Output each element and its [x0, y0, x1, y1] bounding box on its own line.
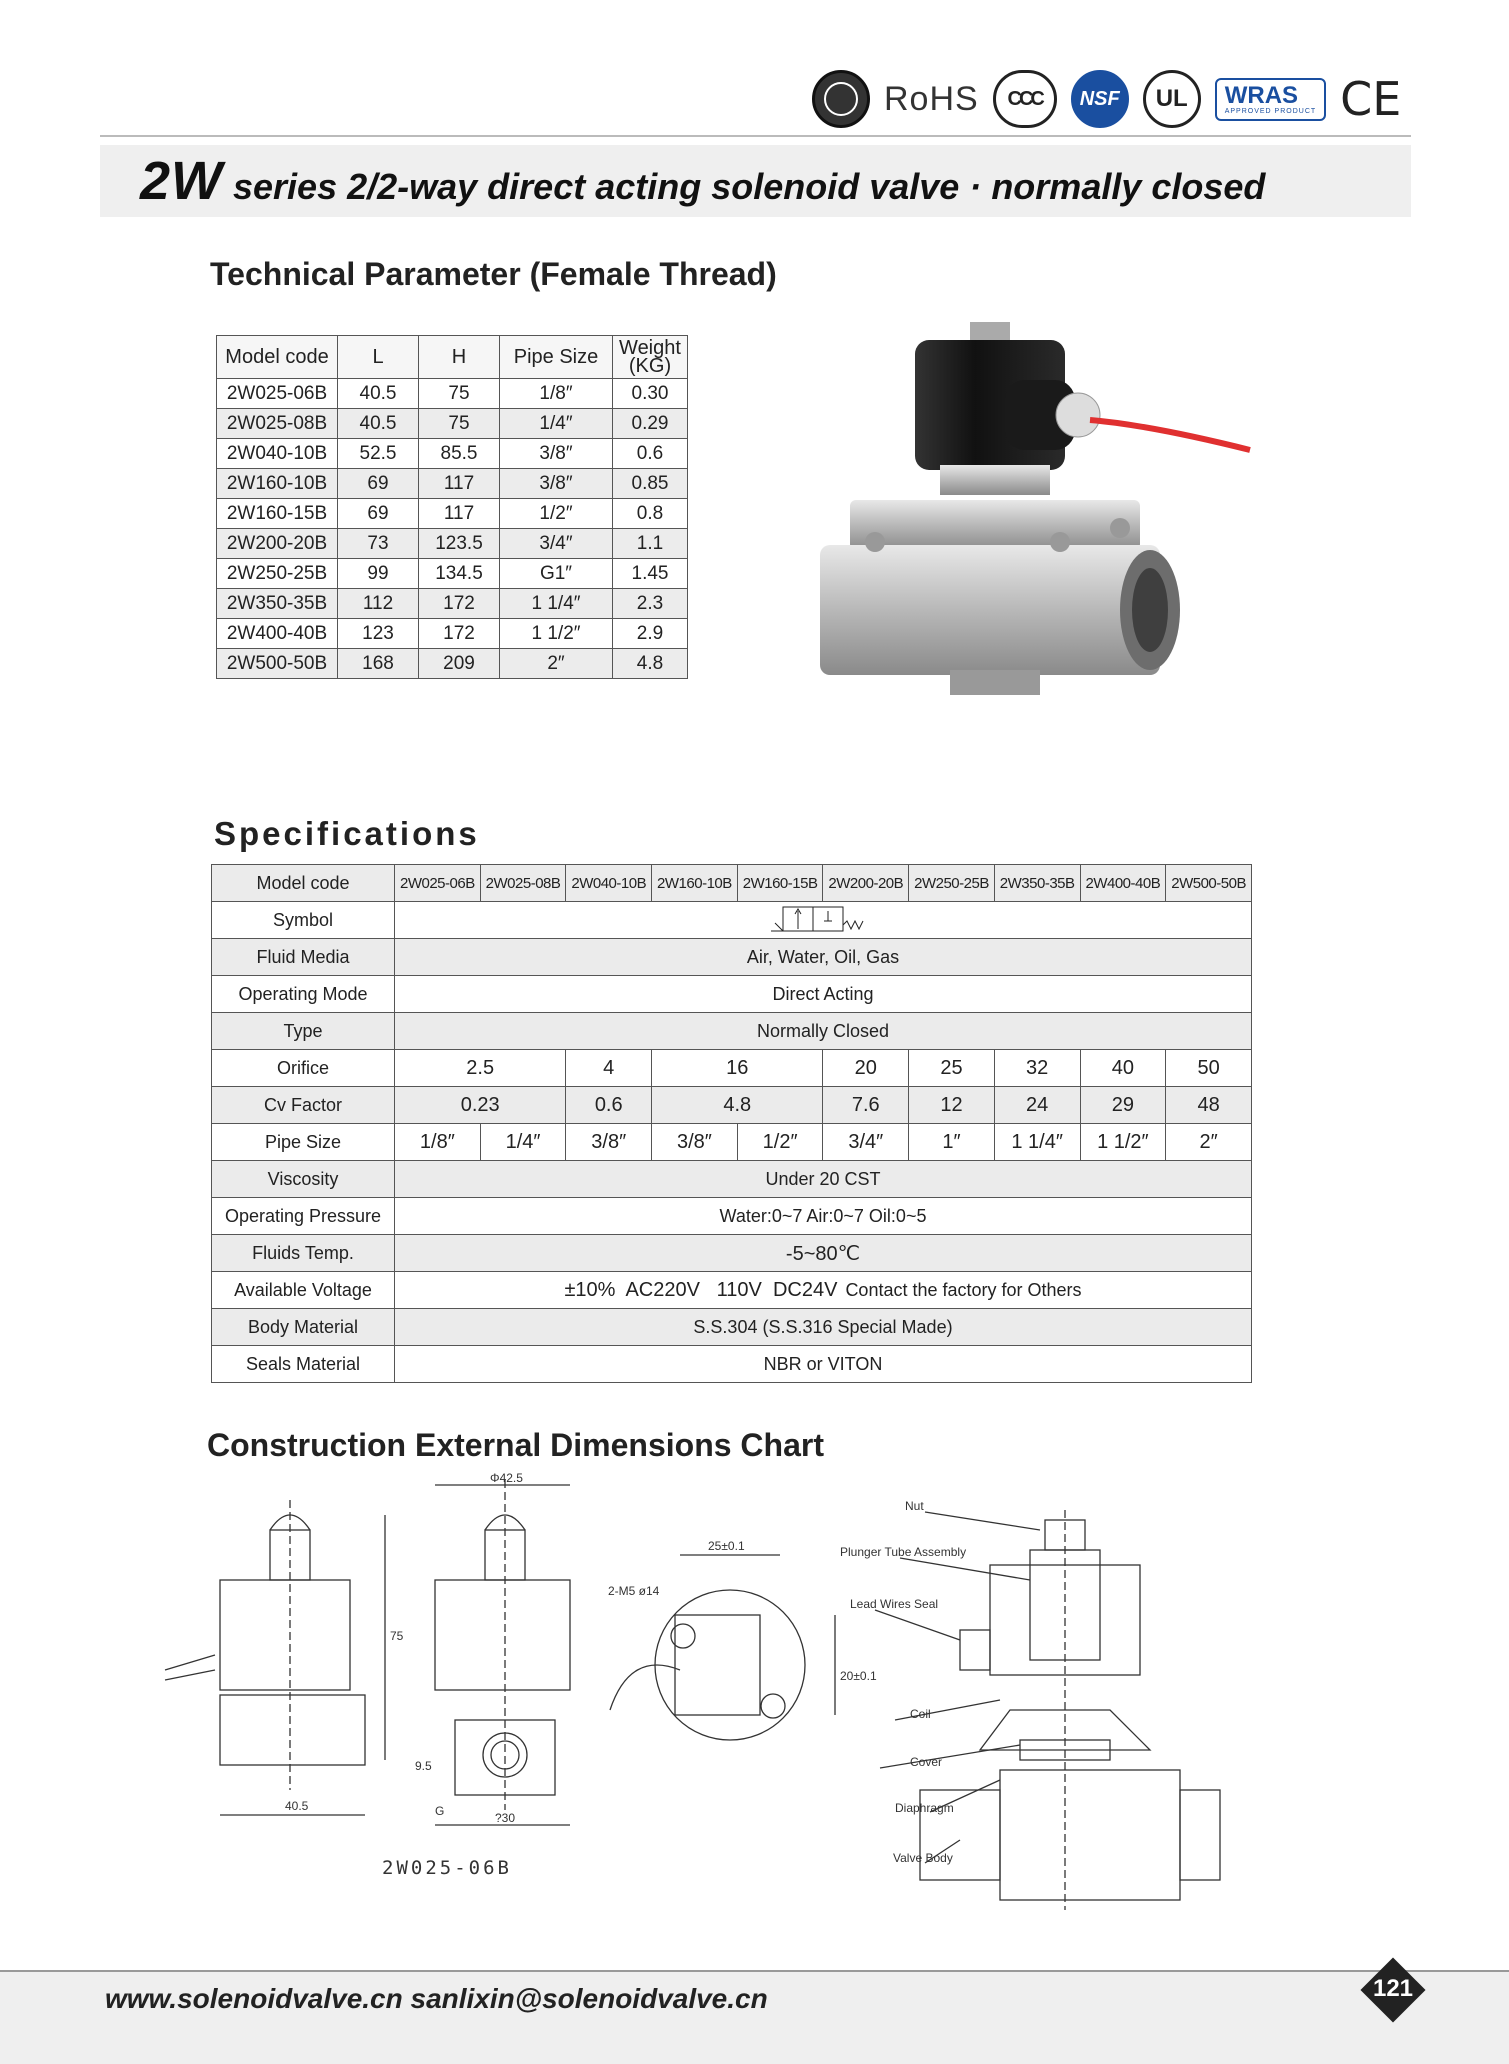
part-label-cover: Cover — [910, 1755, 943, 1769]
model-cell: 2W025-06B — [395, 865, 481, 902]
ccc-logo: CCC — [993, 70, 1057, 128]
footer-contact: www.solenoidvalve.cn sanlixin@solenoidvalve.cn — [105, 1983, 768, 2014]
wras-logo: WRAS APPROVED PRODUCT — [1215, 78, 1326, 121]
voltage-cell — [395, 1272, 1252, 1309]
dim-label-25: 25±0.1 — [708, 1539, 745, 1553]
valve-product-photo — [810, 310, 1260, 730]
table-row — [217, 559, 688, 589]
table-cell: 2.3 — [613, 589, 688, 619]
orifice-cell: 16 — [652, 1050, 823, 1087]
pipe-cell: 1 1/2″ — [1080, 1124, 1166, 1161]
dim-label-g: G — [435, 1804, 445, 1818]
model-cell: 2W040-10B — [566, 865, 652, 902]
spec-row-model — [212, 865, 1252, 902]
table-cell: 3/4″ — [500, 529, 613, 559]
column-header: L — [338, 336, 419, 379]
specifications-table — [211, 864, 1252, 1383]
table-cell: 209 — [419, 649, 500, 679]
dim-label-9-5: 9.5 — [415, 1759, 432, 1773]
nsf-logo: NSF — [1071, 70, 1129, 128]
ce-logo: CE — [1340, 72, 1402, 126]
pipe-cell: 1/4″ — [480, 1124, 566, 1161]
column-header: H — [419, 336, 500, 379]
table-cell: 0.6 — [613, 439, 688, 469]
table-cell: 0.30 — [613, 379, 688, 409]
table-row — [217, 649, 688, 679]
row-label: Model code — [212, 865, 395, 902]
table-cell: 2W250-25B — [217, 559, 338, 589]
model-cell: 2W025-08B — [480, 865, 566, 902]
table-cell: 168 — [338, 649, 419, 679]
table-cell: 2W200-20B — [217, 529, 338, 559]
spec-row-body — [212, 1309, 1252, 1346]
model-cell: 2W350-35B — [994, 865, 1080, 902]
pipe-cell: 3/4″ — [823, 1124, 909, 1161]
orifice-cell: 50 — [1166, 1050, 1252, 1087]
rohs-logo: RoHS — [884, 79, 979, 118]
table-cell: 40.5 — [338, 379, 419, 409]
spec-row-symbol — [212, 902, 1252, 939]
table-cell: 2W400-40B — [217, 619, 338, 649]
model-cell: 2W500-50B — [1166, 865, 1252, 902]
spec-row-seals — [212, 1346, 1252, 1383]
row-label: Operating Pressure — [212, 1198, 395, 1235]
row-label: Cv Factor — [212, 1087, 395, 1124]
page-number: 121 — [1372, 1975, 1414, 2002]
table-cell: 134.5 — [419, 559, 500, 589]
dim-label-diameter: Φ42.5 — [490, 1471, 523, 1485]
dim-label-40-5: 40.5 — [285, 1799, 309, 1813]
row-label: Viscosity — [212, 1161, 395, 1198]
table-cell: 75 — [419, 379, 500, 409]
table-cell: 117 — [419, 469, 500, 499]
dim-label-m5: 2-M5 ø14 — [608, 1584, 660, 1598]
table-cell: 2″ — [500, 649, 613, 679]
table-cell: 172 — [419, 619, 500, 649]
cv-cell: 24 — [994, 1087, 1080, 1124]
table-cell: 1.45 — [613, 559, 688, 589]
table-row — [217, 529, 688, 559]
model-cell: 2W200-20B — [823, 865, 909, 902]
table-cell: 0.29 — [613, 409, 688, 439]
table-cell: 2.9 — [613, 619, 688, 649]
table-cell: 85.5 — [419, 439, 500, 469]
table-cell: 112 — [338, 589, 419, 619]
table-cell: 1 1/2″ — [500, 619, 613, 649]
table-row — [217, 439, 688, 469]
pipe-cell: 1/8″ — [395, 1124, 481, 1161]
technical-parameter-heading: Technical Parameter (Female Thread) — [210, 256, 777, 292]
row-label: Operating Mode — [212, 976, 395, 1013]
part-label-diaphragm: Diaphragm — [895, 1801, 954, 1815]
table-cell: 0.8 — [613, 499, 688, 529]
voltage-note: Contact the factory for Others — [845, 1279, 1082, 1300]
spec-value: Air, Water, Oil, Gas — [395, 939, 1252, 976]
table-cell: 2W350-35B — [217, 589, 338, 619]
row-label: Fluids Temp. — [212, 1235, 395, 1272]
spec-row-pipe — [212, 1124, 1252, 1161]
orifice-cell: 20 — [823, 1050, 909, 1087]
row-label: Orifice — [212, 1050, 395, 1087]
row-label: Body Material — [212, 1309, 395, 1346]
part-label-plunger: Plunger Tube Assembly — [840, 1545, 967, 1559]
table-cell: G1″ — [500, 559, 613, 589]
row-label: Type — [212, 1013, 395, 1050]
dim-label-30: ?30 — [495, 1811, 516, 1825]
table-cell: 2W160-15B — [217, 499, 338, 529]
model-cell: 2W250-25B — [909, 865, 995, 902]
table-cell: 123 — [338, 619, 419, 649]
table-row — [217, 619, 688, 649]
spec-value: S.S.304 (S.S.316 Special Made) — [395, 1309, 1252, 1346]
spec-value: -5~80℃ — [395, 1235, 1252, 1272]
table-cell: 40.5 — [338, 409, 419, 439]
spec-value: Direct Acting — [395, 976, 1252, 1013]
cv-cell: 48 — [1166, 1087, 1252, 1124]
spec-row-temp — [212, 1235, 1252, 1272]
spec-value: NBR or VITON — [395, 1346, 1252, 1383]
spec-row-viscosity — [212, 1161, 1252, 1198]
pipe-cell: 1/2″ — [737, 1124, 823, 1161]
spec-row-mode — [212, 976, 1252, 1013]
pipe-cell: 3/8″ — [566, 1124, 652, 1161]
table-header-row — [217, 336, 688, 379]
table-cell: 1 1/4″ — [500, 589, 613, 619]
drawing-model-label: 2W025-06B — [382, 1857, 512, 1879]
row-label: Available Voltage — [212, 1272, 395, 1309]
part-label-valve-body: Valve Body — [893, 1851, 953, 1865]
table-cell: 1/8″ — [500, 379, 613, 409]
table-cell: 2W040-10B — [217, 439, 338, 469]
table-row — [217, 589, 688, 619]
cv-cell: 0.6 — [566, 1087, 652, 1124]
table-row — [217, 409, 688, 439]
model-cell: 2W400-40B — [1080, 865, 1166, 902]
spec-row-voltage — [212, 1272, 1252, 1309]
part-label-nut: Nut — [905, 1499, 924, 1513]
page-title: 2W series 2/2-way direct acting solenoid valve · normally closed — [140, 151, 1266, 211]
table-cell: 69 — [338, 469, 419, 499]
model-cell: 2W160-10B — [652, 865, 738, 902]
table-cell: 1.1 — [613, 529, 688, 559]
table-row — [217, 499, 688, 529]
table-cell: 69 — [338, 499, 419, 529]
header-divider — [100, 135, 1411, 137]
orifice-cell: 25 — [909, 1050, 995, 1087]
spec-value: Water:0~7 Air:0~7 Oil:0~5 — [395, 1198, 1252, 1235]
orifice-cell: 40 — [1080, 1050, 1166, 1087]
dimensions-heading: Construction External Dimensions Chart — [207, 1427, 824, 1463]
cv-cell: 4.8 — [652, 1087, 823, 1124]
specifications-heading: Specifications — [214, 815, 480, 852]
row-label: Symbol — [212, 902, 395, 939]
cv-cell: 29 — [1080, 1087, 1166, 1124]
valve-symbol-icon — [763, 903, 883, 933]
model-cell: 2W160-15B — [737, 865, 823, 902]
quality-seal-icon — [812, 70, 870, 128]
part-label-lead-wires: Lead Wires Seal — [850, 1597, 939, 1611]
spec-value: Normally Closed — [395, 1013, 1252, 1050]
row-label: Pipe Size — [212, 1124, 395, 1161]
table-cell: 75 — [419, 409, 500, 439]
table-cell: 123.5 — [419, 529, 500, 559]
voltage-values: ±10% AC220V 110V DC24V — [564, 1278, 838, 1301]
table-cell: 117 — [419, 499, 500, 529]
table-cell: 4.8 — [613, 649, 688, 679]
table-row — [217, 379, 688, 409]
row-label: Fluid Media — [212, 939, 395, 976]
table-cell: 0.85 — [613, 469, 688, 499]
certification-bar — [812, 66, 1401, 132]
dimension-drawings — [160, 1470, 1260, 1930]
row-label: Seals Material — [212, 1346, 395, 1383]
column-header: Pipe Size — [500, 336, 613, 379]
spec-row-fluid — [212, 939, 1252, 976]
pipe-cell: 2″ — [1166, 1124, 1252, 1161]
table-cell: 172 — [419, 589, 500, 619]
spec-value: Under 20 CST — [395, 1161, 1252, 1198]
cv-cell: 7.6 — [823, 1087, 909, 1124]
orifice-cell: 32 — [994, 1050, 1080, 1087]
pipe-cell: 3/8″ — [652, 1124, 738, 1161]
table-cell: 2W025-06B — [217, 379, 338, 409]
cv-cell: 0.23 — [395, 1087, 566, 1124]
column-header: Model code — [217, 336, 338, 379]
pipe-cell: 1″ — [909, 1124, 995, 1161]
table-row — [217, 469, 688, 499]
table-cell: 73 — [338, 529, 419, 559]
dim-label-75: 75 — [390, 1629, 404, 1643]
technical-parameter-table — [216, 335, 688, 679]
orifice-cell: 4 — [566, 1050, 652, 1087]
valve-symbol-cell — [395, 902, 1252, 939]
cv-cell: 12 — [909, 1087, 995, 1124]
spec-row-orifice — [212, 1050, 1252, 1087]
ul-logo: UL — [1143, 70, 1201, 128]
part-label-coil: Coil — [910, 1707, 931, 1721]
table-cell: 2W500-50B — [217, 649, 338, 679]
table-cell: 2W160-10B — [217, 469, 338, 499]
spec-row-cv — [212, 1087, 1252, 1124]
table-cell: 99 — [338, 559, 419, 589]
column-header: Weight (KG) — [613, 336, 688, 379]
table-cell: 1/4″ — [500, 409, 613, 439]
dim-label-20: 20±0.1 — [840, 1669, 877, 1683]
spec-row-type — [212, 1013, 1252, 1050]
table-cell: 3/8″ — [500, 439, 613, 469]
pipe-cell: 1 1/4″ — [994, 1124, 1080, 1161]
table-cell: 2W025-08B — [217, 409, 338, 439]
orifice-cell: 2.5 — [395, 1050, 566, 1087]
spec-row-pressure — [212, 1198, 1252, 1235]
table-cell: 52.5 — [338, 439, 419, 469]
table-cell: 3/8″ — [500, 469, 613, 499]
table-cell: 1/2″ — [500, 499, 613, 529]
